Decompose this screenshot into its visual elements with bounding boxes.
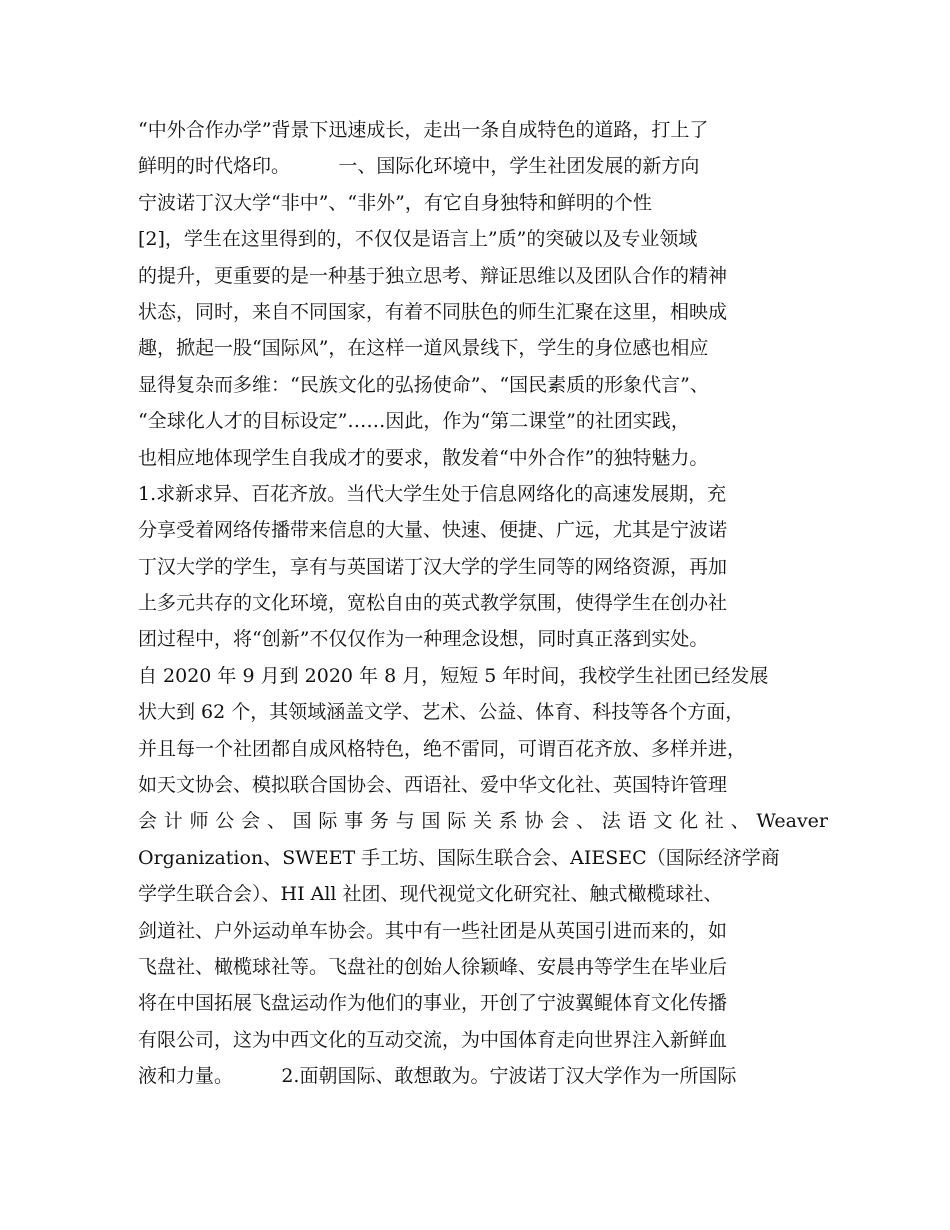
text-line: Organization、SWEET 手工坊、国际生联合会、AIESEC（国际经济学商	[138, 846, 780, 869]
body-text	[138, 112, 828, 1095]
text-line: “全球化人才的目标设定”……因此，作为“第二课堂”的社团实践，	[138, 410, 690, 433]
text-line: 分享受着网络传播带来信息的大量、快速、便捷、广远，尤其是宁波诺	[138, 519, 728, 542]
text-line: 会 计 师 公 会 、 国 际 事 务 与 国 际 关 系 协 会 、 法 语 文 化 社 、 Weaver	[138, 810, 828, 833]
text-line: 团过程中，将“创新”不仅仅作为一种理念设想，同时真正落到实处。	[138, 628, 709, 651]
text-line: 上多元共存的文化环境，宽松自由的英式教学氛围，使得学生在创办社	[138, 592, 728, 615]
text-line: 宁波诺丁汉大学“非中”、“非外”，有它自身独特和鲜明的个性	[138, 191, 652, 214]
text-line: 有限公司，这为中西文化的互动交流，为中国体育走向世界注入新鲜血	[138, 1028, 728, 1051]
text-line: 如天文协会、模拟联合国协会、西语社、爱中华文化社、英国特许管理	[138, 774, 728, 797]
text-line: 飞盘社、橄榄球社等。飞盘社的创始人徐颖峰、安晨冉等学生在毕业后	[138, 955, 728, 978]
text-line: 状态，同时，来自不同国家，有着不同肤色的师生汇聚在这里，相映成	[138, 300, 728, 323]
text-line: 也相应地体现学生自我成才的要求，散发着“中外合作”的独特魅力。	[138, 446, 709, 469]
text-line: 状大到 62 个，其领域涵盖文学、艺术、公益、体育、科技等各个方面，	[138, 701, 745, 724]
text-line: 并且每一个社团都自成风格特色，绝不雷同，可谓百花齐放、多样并进，	[138, 737, 747, 760]
text-line: 丁汉大学的学生，享有与英国诺丁汉大学的学生同等的网络资源，再加	[138, 555, 728, 578]
text-line: 显得复杂而多维：“民族文化的弘扬使命”、“国民素质的形象代言”、	[138, 373, 709, 396]
text-line: 学学生联合会）、HI All 社团、现代视觉文化研究社、触式橄榄球社、	[138, 883, 723, 906]
text-line: [2]，学生在这里得到的，不仅仅是语言上”质”的突破以及专业领域	[138, 228, 698, 251]
text-line: 鲜明的时代烙印。 一、国际化环境中，学生社团发展的新方向	[138, 155, 700, 178]
text-line: 的提升，更重要的是一种基于独立思考、辩证思维以及团队合作的精神	[138, 264, 728, 287]
text-line: 自 2020 年 9 月到 2020 年 8 月，短短 5 年时间，我校学生社团已经发展	[138, 664, 769, 687]
text-line: 1.求新求异、百花齐放。当代大学生处于信息网络化的高速发展期，充	[138, 482, 727, 505]
text-line: 液和力量。 2.面朝国际、敢想敢为。宁波诺丁汉大学作为一所国际	[138, 1065, 737, 1088]
text-line: 将在中国拓展飞盘运动作为他们的事业，开创了宁波翼鲲体育文化传播	[138, 992, 728, 1015]
text-line: 剑道社、户外运动单车协会。其中有一些社团是从英国引进而来的，如	[138, 919, 728, 942]
text-line: 趣，掀起一股“国际风”，在这样一道风景线下，学生的身位感也相应	[138, 337, 709, 360]
text-line: “中外合作办学”背景下迅速成长，走出一条自成特色的道路，打上了	[138, 119, 709, 141]
